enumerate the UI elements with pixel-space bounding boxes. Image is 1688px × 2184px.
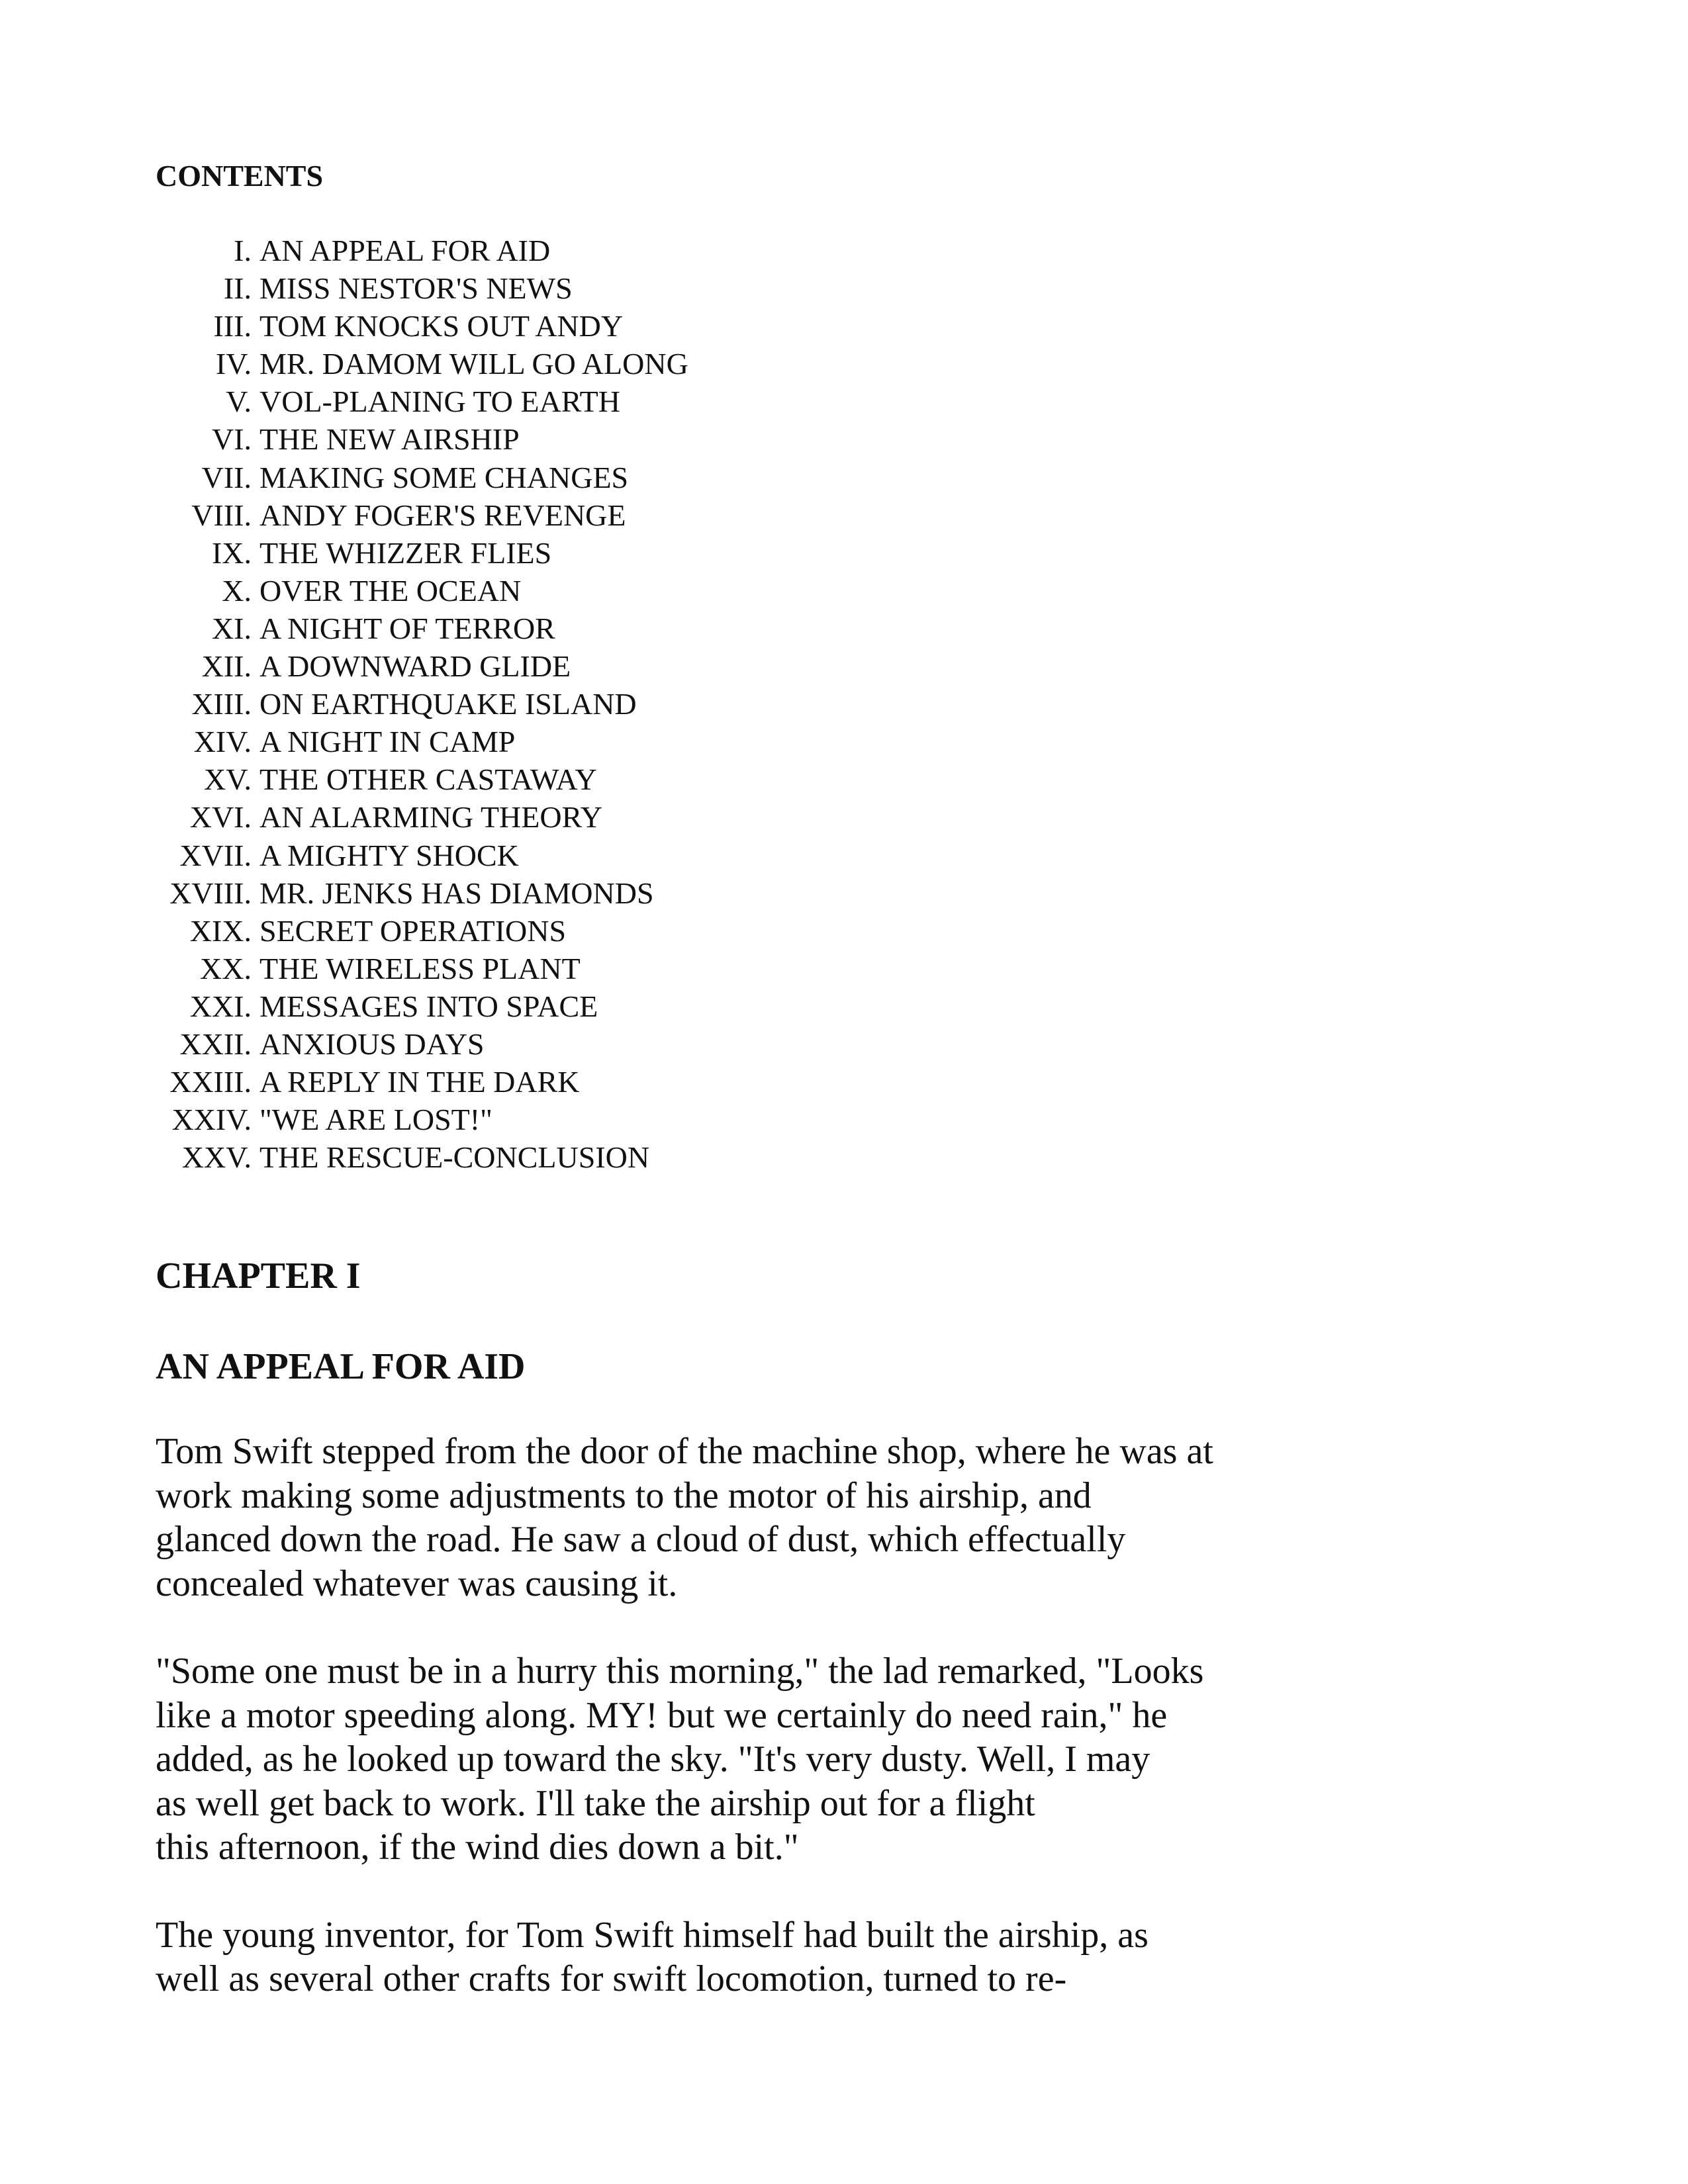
toc-chapter-title: THE WHIZZER FLIES <box>259 535 552 570</box>
toc-entry <box>0 307 927 345</box>
toc-chapter-title: MR. JENKS HAS DIAMONDS <box>259 876 654 910</box>
contents-heading: CONTENTS <box>156 159 324 193</box>
toc-chapter-title: OVER THE OCEAN <box>259 573 522 608</box>
toc-chapter-number: XXIV. <box>171 1103 252 1137</box>
toc-chapter-title: THE OTHER CASTAWAY <box>259 762 597 797</box>
toc-chapter-title: A MIGHTY SHOCK <box>259 838 519 872</box>
toc-chapter-title: ANDY FOGER'S REVENGE <box>259 498 626 532</box>
toc-chapter-number: V. <box>226 385 252 419</box>
toc-entry <box>0 987 927 1025</box>
toc-chapter-number: I. <box>234 234 252 267</box>
toc-chapter-number: II. <box>223 271 252 306</box>
toc-chapter-number: XXII. <box>179 1026 252 1061</box>
toc-chapter-number: XIV. <box>193 725 252 759</box>
text-line: as well get back to work. I'll take the airship out for a flight <box>156 1782 1035 1824</box>
toc-entry <box>0 383 927 420</box>
toc-chapter-number: XXI. <box>189 989 252 1023</box>
toc-chapter-number: IX. <box>211 535 252 570</box>
toc-chapter-title: MESSAGES INTO SPACE <box>259 989 598 1023</box>
toc-entry <box>0 534 927 572</box>
toc-chapter-title: MR. DAMOM WILL GO ALONG <box>259 347 688 381</box>
toc-chapter-title: MAKING SOME CHANGES <box>259 460 629 494</box>
text-line: concealed whatever was causing it. <box>156 1563 678 1604</box>
toc-entry <box>0 950 927 987</box>
toc-entry <box>0 647 927 685</box>
toc-chapter-number: XXIII. <box>169 1065 252 1099</box>
text-line: glanced down the road. He saw a cloud of dust, which effectually <box>156 1519 1126 1560</box>
toc-chapter-number: XX. <box>200 951 252 985</box>
toc-entry <box>0 837 927 874</box>
toc-entry <box>0 723 927 760</box>
text-line: The young inventor, for Tom Swift himself had built the airship, as <box>156 1914 1149 1956</box>
toc-entry <box>0 912 927 950</box>
body-paragraph <box>156 1913 1321 2001</box>
toc-chapter-number: VI. <box>211 422 252 457</box>
toc-chapter-number: XVI. <box>189 800 252 835</box>
toc-chapter-number: III. <box>213 309 252 343</box>
toc-chapter-title: A DOWNWARD GLIDE <box>259 649 571 684</box>
toc-chapter-title: THE RESCUE-CONCLUSION <box>259 1140 650 1175</box>
toc-chapter-title: A NIGHT OF TERROR <box>259 611 555 645</box>
toc-entry <box>0 1025 927 1063</box>
toc-chapter-title: THE WIRELESS PLANT <box>259 951 581 985</box>
toc-entry <box>0 760 927 798</box>
body-paragraph <box>156 1430 1321 1606</box>
toc-entry <box>0 1138 927 1176</box>
toc-chapter-title: A NIGHT IN CAMP <box>259 725 516 759</box>
table-of-contents <box>0 232 927 1176</box>
toc-chapter-title: "WE ARE LOST!" <box>259 1103 492 1137</box>
text-line: Tom Swift stepped from the door of the machine shop, where he was at <box>156 1431 1213 1472</box>
toc-entry <box>0 685 927 723</box>
toc-entry <box>0 459 927 496</box>
toc-entry <box>0 1063 927 1101</box>
toc-chapter-title: AN APPEAL FOR AID <box>259 234 551 267</box>
toc-chapter-number: VII. <box>201 460 252 494</box>
text-line: added, as he looked up toward the sky. "It's very dusty. Well, I may <box>156 1739 1150 1780</box>
toc-chapter-number: X. <box>222 573 252 608</box>
toc-entry <box>0 572 927 610</box>
toc-entry <box>0 874 927 912</box>
toc-chapter-number: XII. <box>201 649 252 684</box>
text-line: this afternoon, if the wind dies down a bit." <box>156 1827 799 1868</box>
toc-entry <box>0 420 927 458</box>
toc-chapter-number: XIX. <box>189 913 252 948</box>
toc-chapter-number: IV. <box>215 347 252 381</box>
toc-entry <box>0 345 927 383</box>
body-paragraph <box>156 1649 1321 1870</box>
toc-chapter-title: ON EARTHQUAKE ISLAND <box>259 687 637 721</box>
toc-chapter-number: XV. <box>203 762 252 797</box>
toc-entry <box>0 798 927 836</box>
chapter-body <box>156 1430 1321 2045</box>
text-line: like a motor speeding along. MY! but we certainly do need rain," he <box>156 1694 1168 1736</box>
chapter-title: AN APPEAL FOR AID <box>156 1346 526 1387</box>
toc-chapter-title: SECRET OPERATIONS <box>259 913 567 948</box>
toc-chapter-number: XVIII. <box>169 876 252 910</box>
toc-chapter-title: MISS NESTOR'S NEWS <box>259 271 573 306</box>
toc-entry <box>0 232 927 269</box>
toc-entry <box>0 610 927 647</box>
toc-chapter-title: VOL-PLANING TO EARTH <box>259 385 620 419</box>
toc-entry <box>0 269 927 307</box>
text-line: work making some adjustments to the motor of his airship, and <box>156 1475 1092 1516</box>
toc-chapter-number: XI. <box>211 611 252 645</box>
toc-chapter-number: VIII. <box>191 498 252 532</box>
toc-entry <box>0 496 927 534</box>
chapter-number: CHAPTER I <box>156 1255 361 1297</box>
toc-chapter-number: XVII. <box>179 838 252 872</box>
toc-entry <box>0 1101 927 1138</box>
toc-chapter-title: THE NEW AIRSHIP <box>259 422 520 457</box>
toc-chapter-title: ANXIOUS DAYS <box>259 1026 485 1061</box>
text-line: well as several other crafts for swift locomotion, turned to re- <box>156 1958 1067 1999</box>
toc-chapter-title: AN ALARMING THEORY <box>259 800 602 835</box>
toc-chapter-number: XXV. <box>181 1140 252 1175</box>
toc-chapter-title: TOM KNOCKS OUT ANDY <box>259 309 624 343</box>
text-line: "Some one must be in a hurry this morning," the lad remarked, "Looks <box>156 1651 1204 1692</box>
toc-chapter-number: XIII. <box>191 687 252 721</box>
toc-chapter-title: A REPLY IN THE DARK <box>259 1065 580 1099</box>
